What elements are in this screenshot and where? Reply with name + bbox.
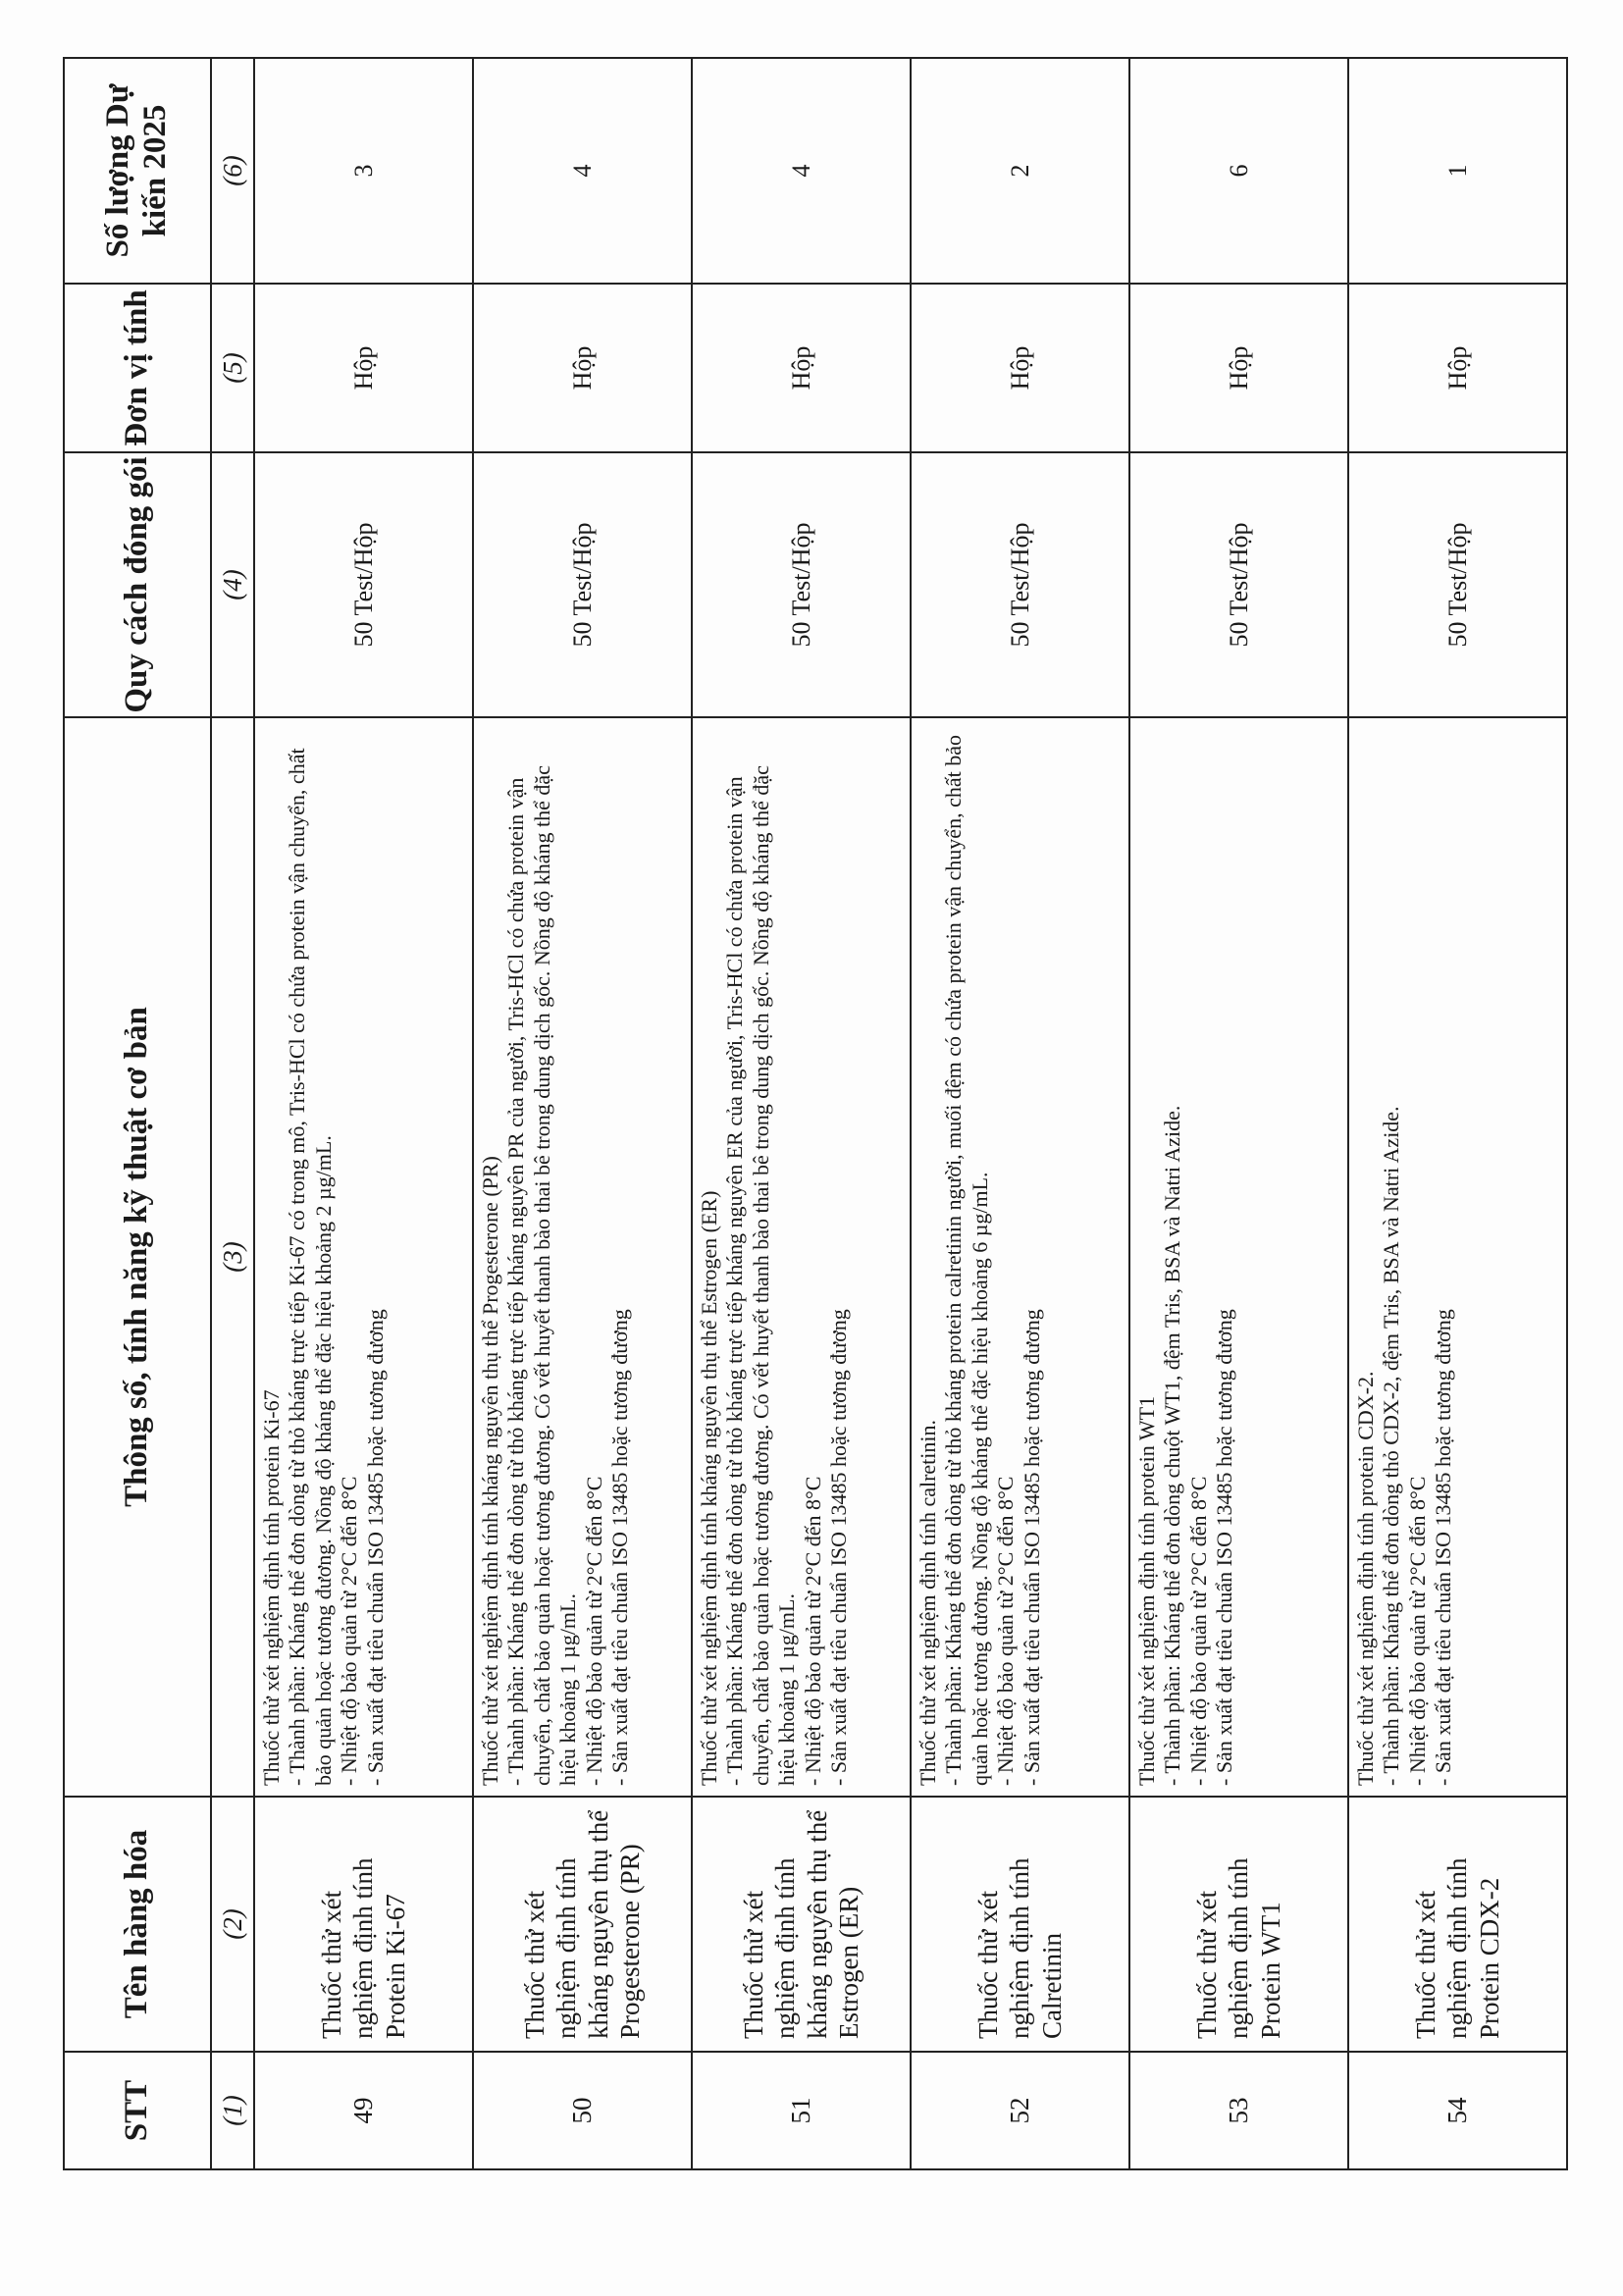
header-pack: Quy cách đóng gói — [64, 452, 211, 717]
spec-line: - Nhiệt độ bảo quản từ 2°C đến 8°C — [1185, 1476, 1211, 1786]
spec-line: - Thành phần: Kháng thể đơn dòng từ thỏ kháng protein calretinin người, muối đệm có chứa protein vận chuyển, chất bảo quản hoặc tương đương. Nồng độ kháng thể đặc hiệu khoảng 6 µg/mL. — [941, 735, 992, 1786]
spec-line: - Thành phần: Kháng thể đơn dòng chuột WT1, đệm Tris, BSA và Natri Azide. — [1160, 1105, 1185, 1786]
spec-line: - Sản xuất đạt tiêu chuẩn ISO 13485 hoặc tương đương — [825, 1309, 851, 1786]
row-pack: 50 Test/Hộp — [473, 452, 692, 717]
row-unit: Hộp — [254, 284, 473, 452]
table-body — [254, 58, 1567, 2169]
spec-line: - Nhiệt độ bảo quản từ 2°C đến 8°C — [337, 1476, 362, 1786]
spec-line: - Sản xuất đạt tiêu chuẩn ISO 13485 hoặc tương đương — [606, 1309, 632, 1786]
table-row — [692, 58, 911, 2169]
row-name: Thuốc thử xét nghiệm định tính kháng nguyên thụ thể Progesterone (PR) — [473, 1797, 692, 2052]
row-spec — [1348, 717, 1567, 1797]
spec-line: Thuốc thử xét nghiệm định tính protein CDX-2. — [1353, 1371, 1378, 1786]
row-spec — [473, 717, 692, 1797]
header-spec: Thông số, tính năng kỹ thuật cơ bản — [64, 717, 211, 1797]
spec-line: - Sản xuất đạt tiêu chuẩn ISO 13485 hoặc tương đương — [1019, 1309, 1044, 1786]
row-pack: 50 Test/Hộp — [692, 452, 911, 717]
table-row — [254, 58, 473, 2169]
spec-line: Thuốc thử xét nghiệm định tính protein WT1 — [1134, 1395, 1159, 1786]
spec-line: - Sản xuất đạt tiêu chuẩn ISO 13485 hoặc tương đương — [1212, 1309, 1237, 1786]
row-name: Thuốc thử xét nghiệm định tính Protein CDX-2 — [1348, 1797, 1567, 2052]
spec-line: - Thành phần: Kháng thể đơn dòng thỏ CDX-2, đệm Tris, BSA và Natri Azide. — [1379, 1106, 1404, 1786]
header-row — [64, 58, 211, 2169]
column-number: (6) — [211, 58, 254, 284]
row-unit: Hộp — [473, 284, 692, 452]
row-qty: 6 — [1129, 58, 1348, 284]
table-row — [1348, 58, 1567, 2169]
goods-table — [63, 57, 1568, 2170]
row-spec — [254, 717, 473, 1797]
spec-line: - Nhiệt độ bảo quản từ 2°C đến 8°C — [993, 1476, 1019, 1786]
row-unit: Hộp — [911, 284, 1129, 452]
row-stt: 51 — [692, 2052, 911, 2169]
row-pack: 50 Test/Hộp — [1348, 452, 1567, 717]
row-stt: 53 — [1129, 2052, 1348, 2169]
spec-line: Thuốc thử xét nghiệm định tính kháng nguyên thụ thể Progesterone (PR) — [478, 1156, 502, 1786]
spec-line: Thuốc thử xét nghiệm định tính kháng nguyên thụ thể Estrogen (ER) — [697, 1190, 721, 1786]
column-number: (4) — [211, 452, 254, 717]
row-spec — [692, 717, 911, 1797]
row-spec — [911, 717, 1129, 1797]
row-name: Thuốc thử xét nghiệm định tính Protein WT1 — [1129, 1797, 1348, 2052]
row-pack: 50 Test/Hộp — [254, 452, 473, 717]
spec-line: - Nhiệt độ bảo quản từ 2°C đến 8°C — [800, 1476, 825, 1786]
spec-line: - Thành phần: Kháng thể đơn dòng từ thỏ kháng trực tiếp Ki-67 có trong mô, Tris-HCl có chứa protein vận chuyển, chất bảo quản hoặc tương đương. Nồng độ kháng thể đặc hiệu khoảng 2 µg/mL. — [285, 748, 336, 1786]
rotated-table-wrapper — [63, 59, 1564, 2170]
row-stt: 49 — [254, 2052, 473, 2169]
header-unit: Đơn vị tính — [64, 284, 211, 452]
row-stt: 50 — [473, 2052, 692, 2169]
table-row — [911, 58, 1129, 2169]
column-number: (1) — [211, 2052, 254, 2169]
row-qty: 2 — [911, 58, 1129, 284]
table-row — [1129, 58, 1348, 2169]
row-spec — [1129, 717, 1348, 1797]
spec-line: - Thành phần: Kháng thể đơn dòng từ thỏ kháng trực tiếp kháng nguyên ER của người, Tris-HCl có chứa protein vận chuyển, chất bảo quản hoặc tương đương. Có vết huyết thanh bào thai bê trong dung dịch gốc. Nồng độ kháng thể đặc hiệu khoảng 1 µg/mL. — [722, 765, 800, 1786]
row-unit: Hộp — [1348, 284, 1567, 452]
row-name: Thuốc thử xét nghiệm định tính kháng nguyên thụ thể Estrogen (ER) — [692, 1797, 911, 2052]
spec-line: - Sản xuất đạt tiêu chuẩn ISO 13485 hoặc tương đương — [362, 1309, 388, 1786]
row-qty: 4 — [692, 58, 911, 284]
table-row — [473, 58, 692, 2169]
row-qty: 1 — [1348, 58, 1567, 284]
header-qty: Số lượng Dự kiến 2025 — [64, 58, 211, 284]
row-qty: 4 — [473, 58, 692, 284]
row-qty: 3 — [254, 58, 473, 284]
header-stt: STT — [64, 2052, 211, 2169]
row-pack: 50 Test/Hộp — [1129, 452, 1348, 717]
column-number: (5) — [211, 284, 254, 452]
column-number: (3) — [211, 717, 254, 1797]
spec-line: Thuốc thử xét nghiệm định tính protein Ki-67 — [259, 1389, 284, 1786]
spec-line: Thuốc thử xét nghiệm định tính calretinin. — [916, 1419, 940, 1786]
spec-line: - Nhiệt độ bảo quản từ 2°C đến 8°C — [1404, 1476, 1430, 1786]
spec-line: - Nhiệt độ bảo quản từ 2°C đến 8°C — [581, 1476, 606, 1786]
header-name: Tên hàng hóa — [64, 1797, 211, 2052]
row-unit: Hộp — [1129, 284, 1348, 452]
spec-line: - Thành phần: Kháng thể đơn dòng từ thỏ kháng trực tiếp kháng nguyên PR của người, Tris-HCl có chứa protein vận chuyển, chất bảo quản hoặc tương đương. Có vết huyết thanh bào thai bê trong dung dịch gốc. Nồng độ kháng thể đặc hiệu khoảng 1 µg/mL. — [503, 765, 581, 1786]
row-unit: Hộp — [692, 284, 911, 452]
column-number-row — [211, 58, 254, 2169]
spec-line: - Sản xuất đạt tiêu chuẩn ISO 13485 hoặc tương đương — [1431, 1309, 1456, 1786]
row-stt: 54 — [1348, 2052, 1567, 2169]
row-stt: 52 — [911, 2052, 1129, 2169]
row-name: Thuốc thử xét nghiệm định tính Protein Ki-67 — [254, 1797, 473, 2052]
row-name: Thuốc thử xét nghiệm định tính Calretinin — [911, 1797, 1129, 2052]
row-pack: 50 Test/Hộp — [911, 452, 1129, 717]
column-number: (2) — [211, 1797, 254, 2052]
